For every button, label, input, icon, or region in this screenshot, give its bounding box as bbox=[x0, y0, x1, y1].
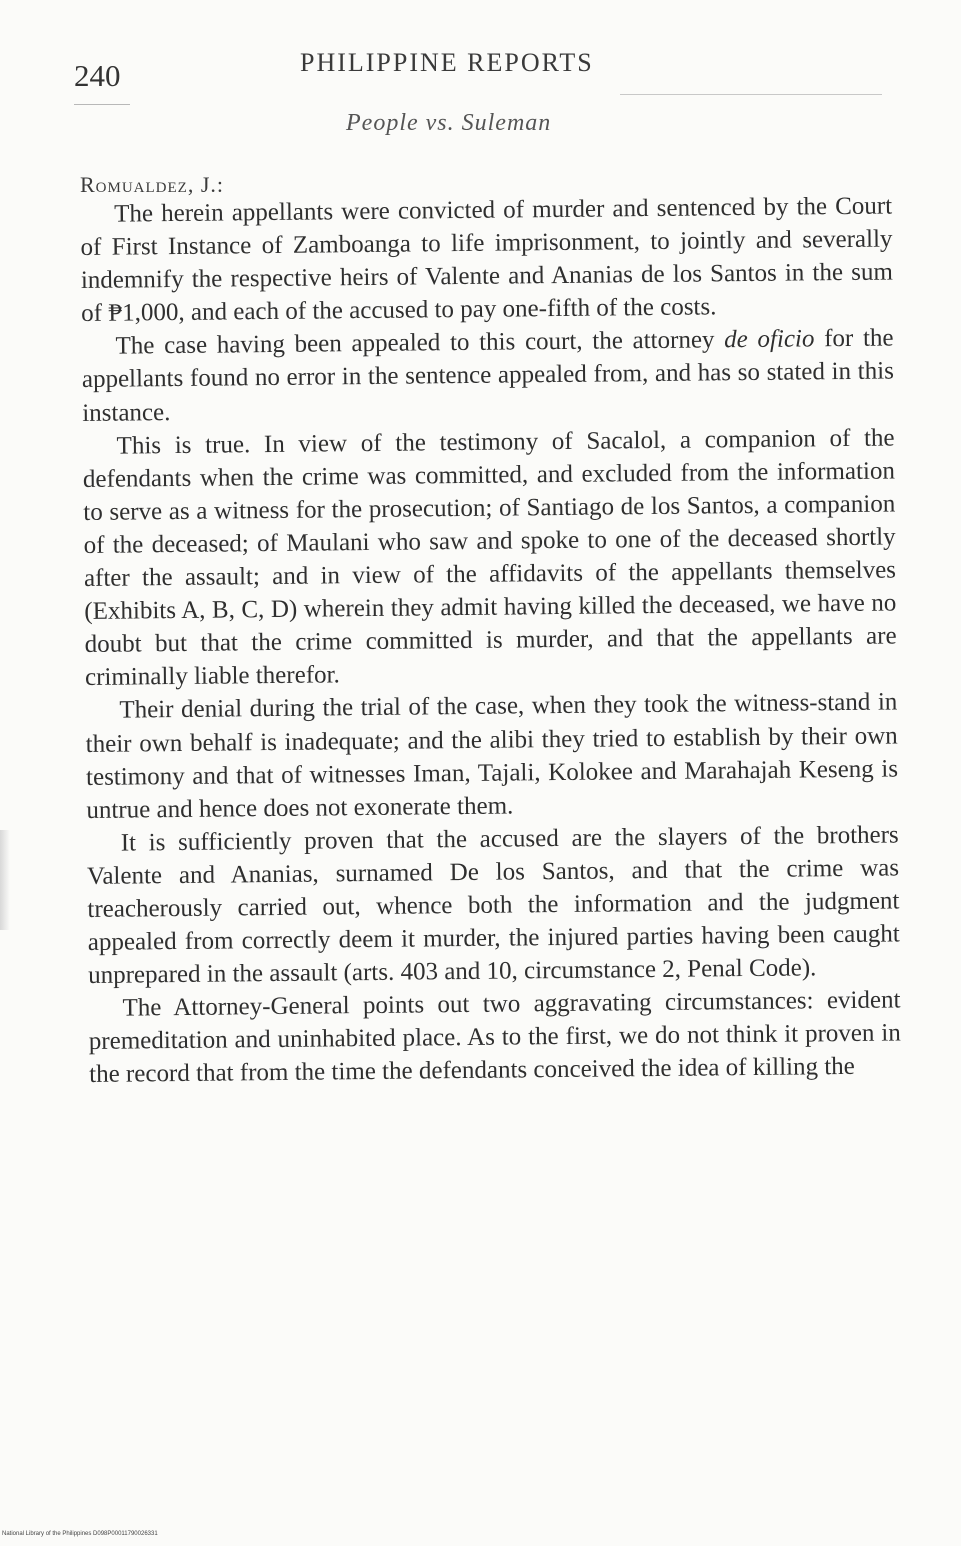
paragraph-3: This is true. In view of the testimony of Sacalol, a companion of the defendants when the crime was committed, and excluded from the information to serve as a witness for the prosecution; of Santiago de los Santos, a companion of the deceased; of Maulani who saw and spoke to one of the deceased shortly after the assault; and in view of the affidavits of the appellants themselves (Exhibits A, B, C, D) wherein they admit having killed the deceased, we have no doubt but that the crime committed is murder, and that the appellants are criminally liable therefor. bbox=[82, 424, 897, 692]
scan-margin-mark bbox=[0, 830, 10, 930]
paragraph-2 bbox=[81, 322, 894, 430]
paragraph-2-start: The case having been appealed to this court, the attorney bbox=[115, 326, 715, 361]
paragraph-4: Their denial during the trial of the case, when they took the witness-stand in their own behalf is inadequate; and the alibi they tried to establish by their own testimony and that of witnesses Iman, Tajali, Kolokee and Marahajah Keseng is untrue and hence does not exonerate them. bbox=[85, 688, 899, 824]
justice-attribution: Romualdez, J.: bbox=[80, 172, 225, 197]
page-number: 240 bbox=[74, 58, 121, 93]
paragraph-2-rest: for the appellants found no error in the sentence appealed from, and has so stated in this instance. bbox=[81, 324, 895, 427]
paragraph-6: The Attorney-General points out two aggravating circumstances: evident premeditation and uninhabited place. As to the first, we do not think it proven in the record that from the time the defendants conceived the idea of killing the bbox=[88, 986, 901, 1089]
paragraph-2-italic: de oficio bbox=[724, 325, 815, 354]
footer-credit: National Library of the Philippines D098P00011790026331 bbox=[2, 1531, 158, 1537]
paragraph-1: The herein appellants were convicted of murder and sentenced by the Court of First Instance of Zamboanga to life imprisonment, to jointly and severally indemnify the respective heirs of Valente and Ananias de los Santos in the sum of ₱1,000, and each of the accused to pay one-fifth of the costs. bbox=[80, 192, 893, 328]
case-caption: People vs. Suleman bbox=[346, 110, 552, 136]
header-rule-right bbox=[620, 94, 882, 95]
header-rule bbox=[74, 104, 130, 105]
running-title: PHILIPPINE REPORTS bbox=[300, 48, 594, 77]
opinion-body bbox=[80, 189, 901, 1091]
paragraph-5: It is sufficiently proven that the accused are the slayers of the brothers Valente and Ananias, surnamed De los Santos, and that the crime was treacherously carried out, whence both the information and the judgment appealed from correctly deem it murder, the injured parties having been caught unprepared in the assault (arts. 403 and 10, circumstance 2, Penal Code). bbox=[86, 821, 900, 990]
